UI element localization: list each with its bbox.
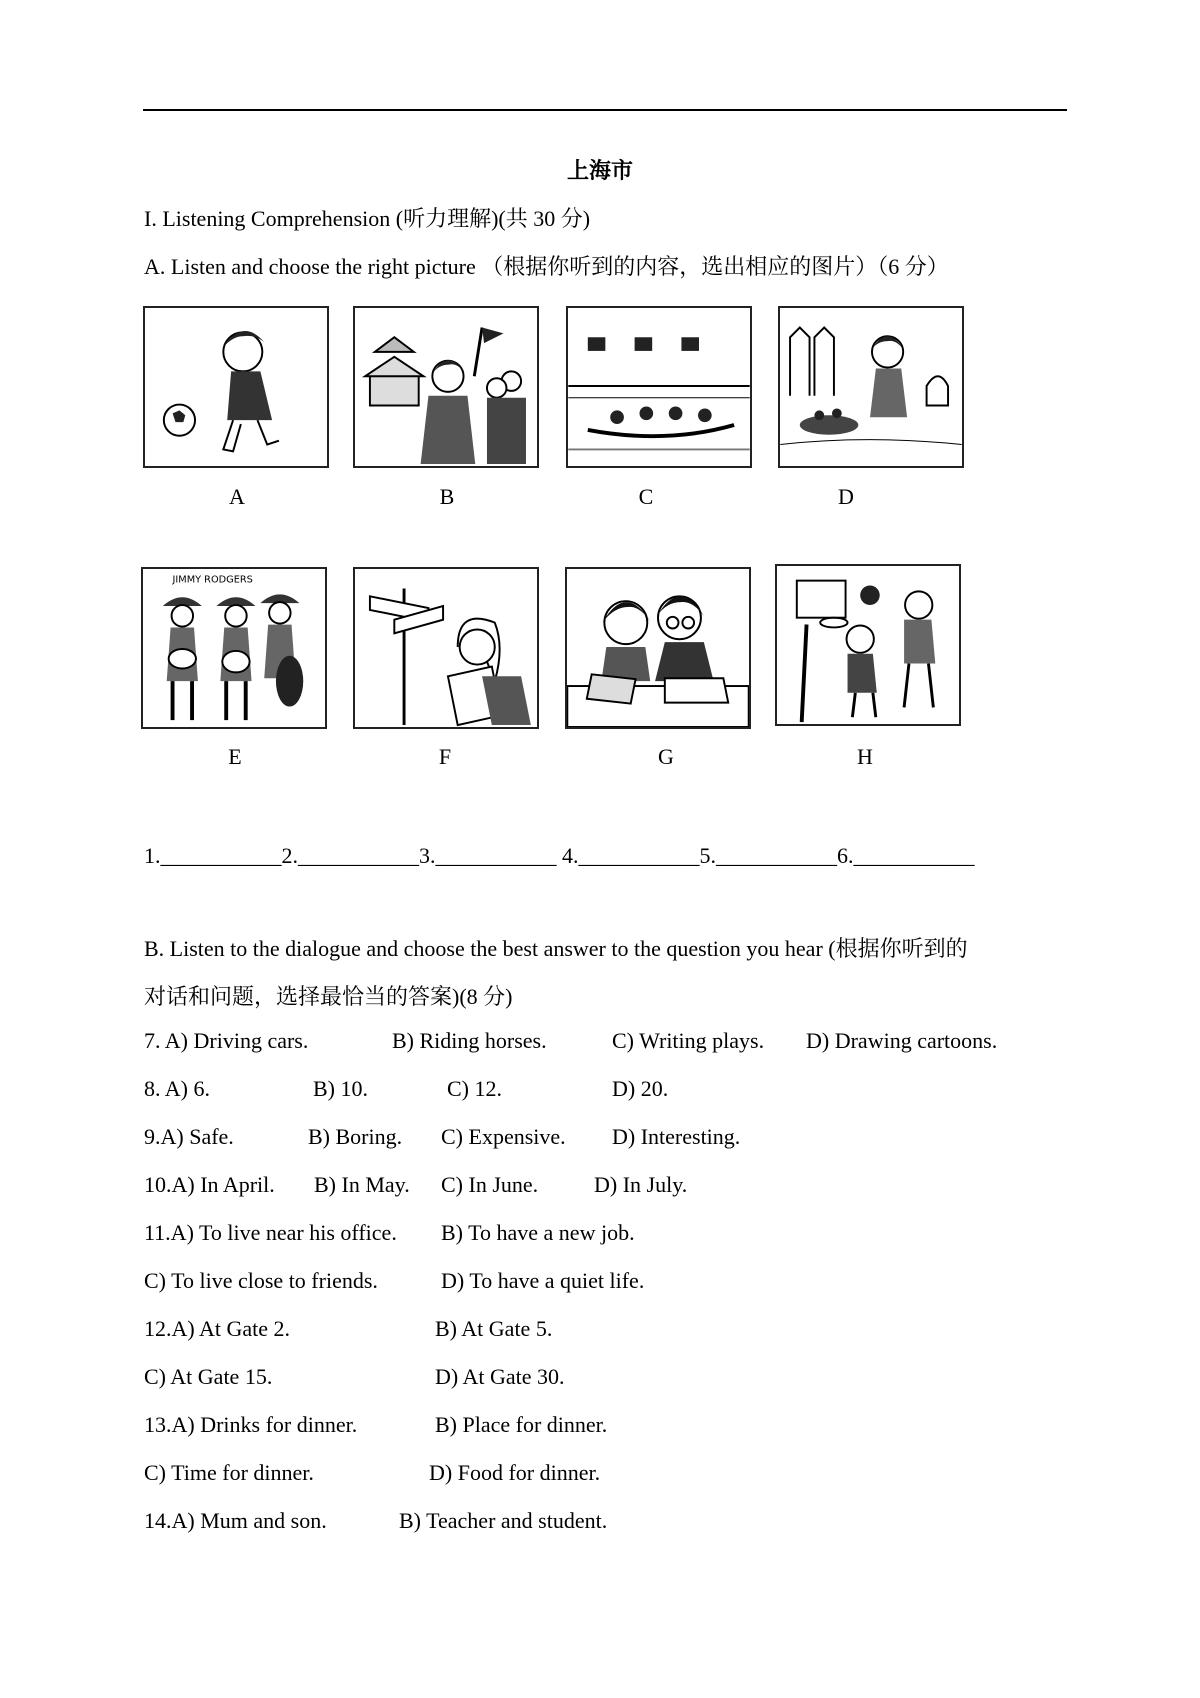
answer-blanks: 1.___________2.___________3.___________ 4.___________5.___________6.___________ xyxy=(144,843,975,868)
section-heading: I. Listening Comprehension (听力理解)(共 30 分) xyxy=(144,206,591,231)
students-studying-illustration xyxy=(567,569,749,727)
picture-label: B xyxy=(439,484,455,509)
picture-label: G xyxy=(658,744,674,769)
question-13-option-a: 13.A) Drinks for dinner. xyxy=(144,1412,358,1437)
question-14-option-a: 14.A) Mum and son. xyxy=(144,1508,327,1533)
boy-football-illustration xyxy=(145,308,327,466)
question-13-option-b: B) Place for dinner. xyxy=(435,1412,608,1437)
part-a-instruction: A. Listen and choose the right picture （根据你听到的内容，选出相应的图片）（6 分） xyxy=(144,254,949,279)
question-8-option-b: B) 10. xyxy=(313,1076,368,1101)
picture-label: C xyxy=(638,484,654,509)
picture-c xyxy=(566,306,752,468)
picture-label: H xyxy=(857,744,873,769)
page-title: 上海市 xyxy=(566,159,633,184)
question-12-option-b: B) At Gate 5. xyxy=(435,1316,553,1341)
question-8-option-a: 8. A) 6. xyxy=(144,1076,210,1101)
question-10-option-c: C) In June. xyxy=(441,1172,539,1197)
question-13-option-d: D) Food for dinner. xyxy=(429,1460,601,1485)
part-b-instruction-cont: 对话和问题，选择最恰当的答案)(8 分) xyxy=(144,984,513,1009)
dragon-boat-race-illustration xyxy=(568,308,750,466)
question-12-option-a: 12.A) At Gate 2. xyxy=(144,1316,291,1341)
picture-label: D xyxy=(838,484,854,509)
picture-g xyxy=(565,567,751,729)
picture-b xyxy=(353,306,539,468)
question-14-option-b: B) Teacher and student. xyxy=(399,1508,608,1533)
header-rule xyxy=(143,109,1067,111)
girl-signpost-illustration xyxy=(355,569,537,727)
picture-label: A xyxy=(229,484,245,509)
question-11-option-c: C) To live close to friends. xyxy=(144,1268,378,1293)
question-7-option-d: D) Drawing cartoons. xyxy=(806,1028,998,1053)
question-11-option-d: D) To have a quiet life. xyxy=(441,1268,645,1293)
question-11-option-b: B) To have a new job. xyxy=(441,1220,635,1245)
picture-a xyxy=(143,306,329,468)
part-b-instruction: B. Listen to the dialogue and choose the best answer to the question you hear (根据你听到的 xyxy=(144,936,968,961)
question-9-option-a: 9.A) Safe. xyxy=(144,1124,234,1149)
question-11-option-a: 11.A) To live near his office. xyxy=(144,1220,397,1245)
picture-h xyxy=(775,564,961,726)
question-10-option-d: D) In July. xyxy=(594,1172,688,1197)
question-7-option-b: B) Riding horses. xyxy=(392,1028,547,1053)
question-8-option-c: C) 12. xyxy=(447,1076,502,1101)
girl-gardening-illustration xyxy=(780,308,962,466)
svg-text:JIMMY RODGERS: JIMMY RODGERS xyxy=(172,574,253,586)
picture-label: F xyxy=(438,744,452,769)
picture-e xyxy=(141,567,327,729)
tour-guide-illustration xyxy=(355,308,537,466)
question-7-option-a: 7. A) Driving cars. xyxy=(144,1028,309,1053)
basketball-illustration xyxy=(777,566,959,724)
question-9-option-c: C) Expensive. xyxy=(441,1124,566,1149)
question-12-option-c: C) At Gate 15. xyxy=(144,1364,273,1389)
question-13-option-c: C) Time for dinner. xyxy=(144,1460,314,1485)
cowboy-band-illustration xyxy=(143,569,325,727)
question-9-option-d: D) Interesting. xyxy=(612,1124,741,1149)
question-12-option-d: D) At Gate 30. xyxy=(435,1364,565,1389)
picture-d xyxy=(778,306,964,468)
question-8-option-d: D) 20. xyxy=(612,1076,669,1101)
question-7-option-c: C) Writing plays. xyxy=(612,1028,765,1053)
question-10-option-b: B) In May. xyxy=(314,1172,410,1197)
picture-label: E xyxy=(228,744,242,769)
question-10-option-a: 10.A) In April. xyxy=(144,1172,275,1197)
picture-f xyxy=(353,567,539,729)
question-9-option-b: B) Boring. xyxy=(308,1124,403,1149)
